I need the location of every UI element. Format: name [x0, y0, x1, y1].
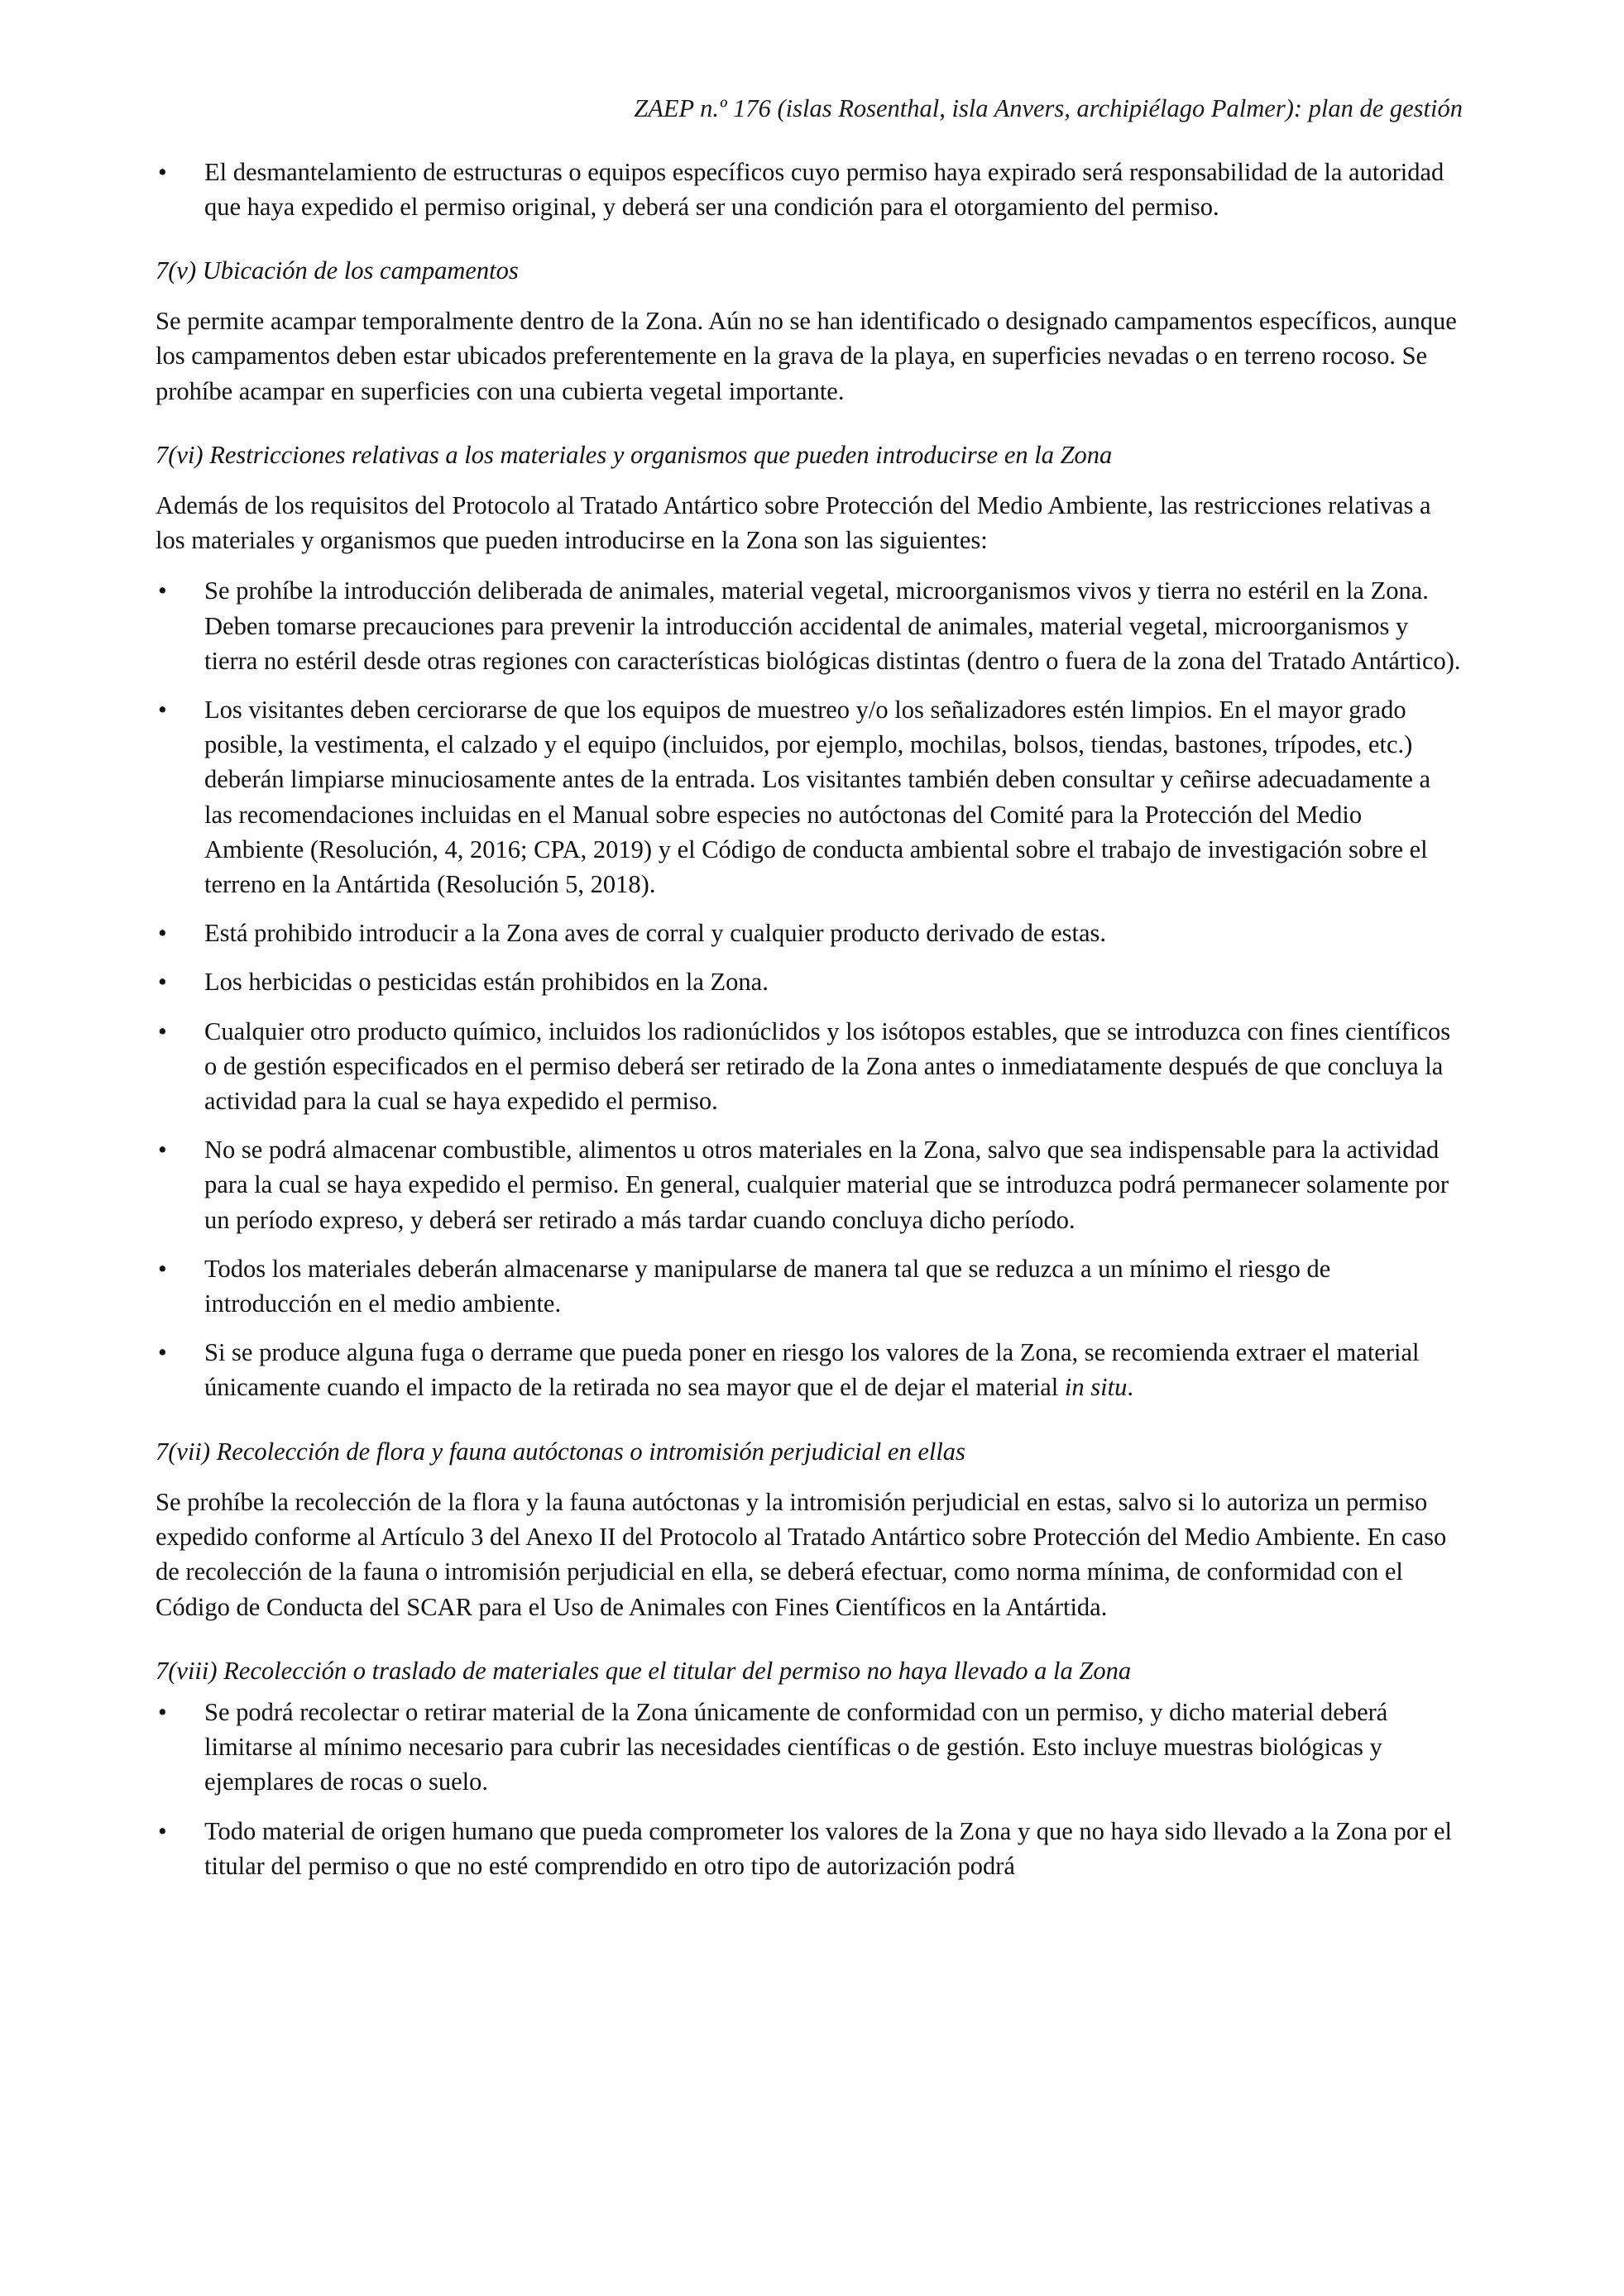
- list-item: • Se prohíbe la introducción deliberada de animales, material vegetal, microorganismos vivos y tierra no estéril en la Zona. Deben tomarse precauciones para prevenir la introducción accidental de animales, material vegetal, microorganismos y tierra no estéril desde otras regiones con características biológicas distintas (dentro o fuera de la zona del Tratado Antártico).: [156, 573, 1463, 678]
- sentence-end: .: [1127, 1373, 1133, 1402]
- running-header: ZAEP n.º 176 (islas Rosenthal, isla Anvers, archipiélago Palmer): plan de gestión: [634, 94, 1463, 122]
- list-item: • Los visitantes deben cerciorarse de que los equipos de muestreo y/o los señalizadores estén limpios. En el mayor grado posible, la vestimenta, el calzado y el equipo (incluidos, por ejemplo, mochilas, bolsos, tiendas, bastones, trípodes, etc.) deberán limpiarse minuciosamente antes de la entrada. Los visitantes también deben consultar y ceñirse adecuadamente a las recomendaciones incluidas en el Manual sobre especies no autóctonas del Comité para la Protección del Medio Ambiente (Resolución, 4, 2016; CPA, 2019) y el Código de conducta ambiental sobre el trabajo de investigación sobre el terreno en la Antártida (Resolución 5, 2018).: [156, 692, 1463, 902]
- list-item: • Los herbicidas o pesticidas están prohibidos en la Zona.: [156, 964, 1463, 999]
- section-heading-7vii: 7(vii) Recolección de flora y fauna autóctonas o intromisión perjudicial en ellas: [156, 1437, 965, 1466]
- list-item: • No se podrá almacenar combustible, alimentos u otros materiales en la Zona, salvo que sea indispensable para la actividad para la cual se haya expedido el permiso. En general, cualquier material que se introduzca podrá permanecer solamente por un período expreso, y deberá ser retirado a más tardar cuando concluya dicho período.: [156, 1132, 1463, 1237]
- intro-bullet-list: [156, 155, 1463, 224]
- section-heading-7v: 7(v) Ubicación de los campamentos: [156, 256, 519, 285]
- list-item: • Está prohibido introducir a la Zona aves de corral y cualquier producto derivado de estas.: [156, 916, 1463, 950]
- section-heading-7vi: 7(vi) Restricciones relativas a los materiales y organismos que pueden introducirse en la Zona: [156, 440, 1113, 469]
- list-item-in-situ: [156, 1335, 1463, 1404]
- list-item: • El desmantelamiento de estructuras o equipos específicos cuyo permiso haya expirado será responsabilidad de la autoridad que haya expedido el permiso original, y deberá ser una condición para el otorgamiento del permiso.: [156, 155, 1463, 224]
- bullet-list-7vi: [156, 573, 1463, 1404]
- section-paragraph-7v: Se permite acampar temporalmente dentro de la Zona. Aún no se han identificado o designado campamentos específicos, aunque los campamentos deben estar ubicados preferentemente en la grava de la playa, en superficies nevadas o en terreno rocoso. Se prohíbe acampar en superficies con una cubierta vegetal importante.: [156, 307, 1457, 405]
- list-item: • Todo material de origen humano que pueda comprometer los valores de la Zona y que no haya sido llevado a la Zona por el titular del permiso o que no esté comprendido en otro tipo de autorización podrá: [156, 1814, 1463, 1883]
- list-item: • Todos los materiales deberán almacenarse y manipularse de manera tal que se reduzca a un mínimo el riesgo de introducción en el medio ambiente.: [156, 1251, 1463, 1321]
- section-heading-7viii: 7(viii) Recolección o traslado de materiales que el titular del permiso no haya llevado a la Zona: [156, 1656, 1132, 1685]
- list-item-text: Si se produce alguna fuga o derrame que pueda poner en riesgo los valores de la Zona, se recomienda extraer el material únicamente cuando el impacto de la retirada no sea mayor que el de dejar el material: [204, 1338, 1420, 1402]
- list-item: • Se podrá recolectar o retirar material de la Zona únicamente de conformidad con un permiso, y dicho material deberá limitarse al mínimo necesario para cubrir las necesidades científicas o de gestión. Esto incluye muestras biológicas y ejemplares de rocas o suelo.: [156, 1695, 1463, 1800]
- bullet-list-7viii: [156, 1695, 1463, 1883]
- section-paragraph-7vii: Se prohíbe la recolección de la flora y la fauna autóctonas y la intromisión perjudicial en estas, salvo si lo autoriza un permiso expedido conforme al Artículo 3 del Anexo II del Protocolo al Tratado Antártico sobre Protección del Medio Ambiente. En caso de recolección de la fauna o intromisión perjudicial en ella, se deberá efectuar, como norma mínima, de conformidad con el Código de Conducta del SCAR para el Uso de Animales con Fines Científicos en la Antártida.: [156, 1487, 1447, 1621]
- document-body: [156, 155, 1463, 1883]
- italic-term: in situ: [1064, 1373, 1128, 1402]
- document-page: [156, 0, 1463, 1897]
- section-paragraph-7vi: Además de los requisitos del Protocolo al Tratado Antártico sobre Protección del Medio Ambiente, las restricciones relativas a los materiales y organismos que pueden introducirse en la Zona son las siguientes:: [156, 491, 1431, 555]
- list-item: • Cualquier otro producto químico, incluidos los radionúclidos y los isótopos estables, que se introduzca con fines científicos o de gestión especificados en el permiso deberá ser retirado de la Zona antes o inmediatamente después de que concluya la actividad para la cual se haya expedido el permiso.: [156, 1014, 1463, 1119]
